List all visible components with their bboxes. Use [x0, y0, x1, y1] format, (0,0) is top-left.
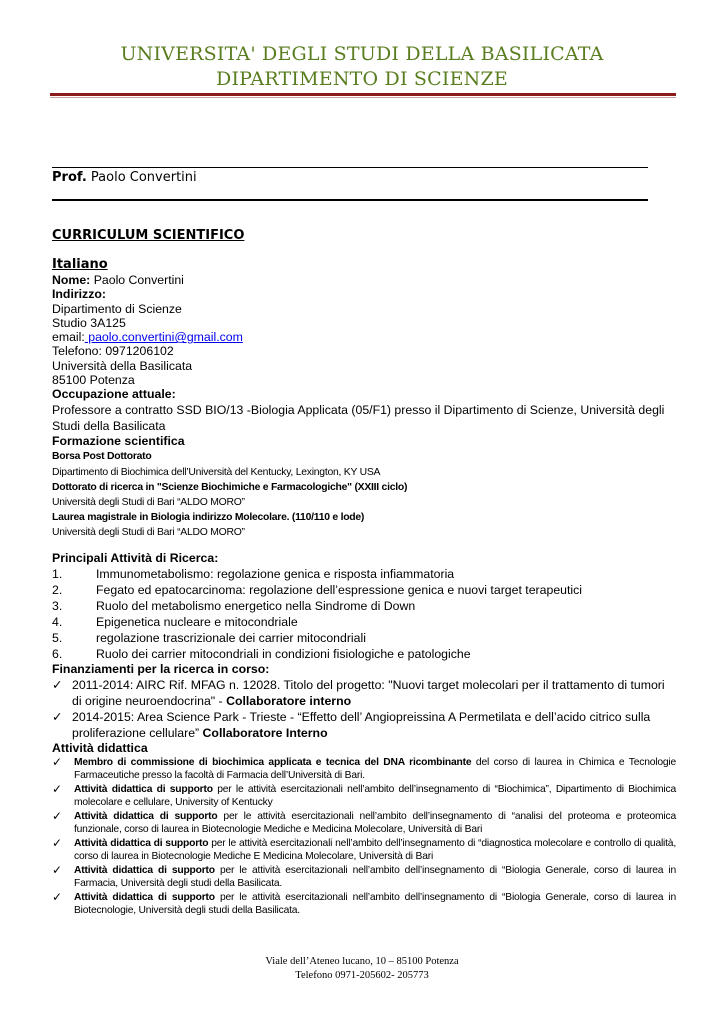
- separator-line-bottom: [52, 199, 648, 201]
- name-value: Paolo Convertini: [93, 273, 184, 287]
- education-title: Laurea magistrale in Biologia indirizzo Molecolare. (110/110 e lode): [52, 512, 365, 524]
- research-item: 5. regolazione trascrizionale dei carrier mitocondriali: [52, 630, 366, 645]
- funding-item: ✓ 2011-2014: AIRC Rif. MFAG n. 12028. Titolo del progetto: "Nuovi target molecolari per il trattamento di tumori di origine neuroendocrina" - Collaboratore interno: [52, 677, 665, 708]
- footer-phone: Telefono 0971-205602- 205773: [295, 970, 429, 981]
- check-icon: ✓: [52, 835, 62, 850]
- check-icon: ✓: [52, 754, 62, 769]
- research-item: 3. Ruolo del metabolismo energetico nella Sindrome di Down: [52, 598, 416, 613]
- address-line: Università della Basilicata: [52, 358, 193, 373]
- teaching-item: ✓ Attività didattica di supporto per le attività esercitazionali nell’ambito dell’insegnamento di “Biologia Generale, corso di laurea in Farmacia, Università degli studi della Basilicata.: [52, 862, 676, 890]
- education-title: Dottorato di ricerca in "Scienze Biochimiche e Farmacologiche" (XXIII ciclo): [52, 481, 408, 493]
- research-item: 6. Ruolo dei carrier mitocondriali in condizioni fisiologiche e patologiche: [52, 646, 471, 661]
- check-icon: ✓: [52, 677, 63, 692]
- teaching-item: ✓ Attività didattica di supporto per le attività esercitazionali nell’ambito dell’insegnamento di “analisi del proteoma e proteomica funzionale, corso di laurea in Biotecnologie Mediche e Medicina Molecolare, Università di Bari: [52, 808, 676, 836]
- footer-address: Viale dell’Ateneo lucano, 10 – 85100 Potenza: [265, 956, 459, 967]
- education-title: Borsa Post Dottorato: [52, 451, 152, 463]
- teaching-item: ✓ Membro di commissione di biochimica applicata e tecnica del DNA ricombinante del corso di laurea in Chimica e Tecnologie Farmaceutiche presso la facoltà di Farmacia dell’Università di Bari.: [52, 754, 676, 782]
- check-icon: ✓: [52, 889, 62, 904]
- name-row: [52, 273, 676, 287]
- check-icon: ✓: [52, 808, 62, 823]
- name-label: Nome:: [52, 273, 91, 287]
- cv-body: [52, 228, 676, 918]
- education-heading: Formazione scientifica: [52, 434, 185, 449]
- header-rule: [50, 93, 676, 96]
- funding-item: ✓ 2014-2015: Area Science Park - Trieste - “Effetto dell’ Angiopreissina A Permetilata e dell’acido citrico sulla proliferazione cellulare” Collaboratore Interno: [52, 709, 651, 740]
- teaching-item: ✓ Attività didattica di supporto per le attività esercitazionali nell’ambito dell’insegnamento di “diagnostica molecolare e controllo di qualità, corso di laurea in Biotecnologie Mediche E Medicina Molecolare, Università di Bari: [52, 835, 676, 863]
- research-list: [52, 566, 676, 662]
- department-name: DIPARTIMENTO DI SCIENZE: [216, 68, 508, 90]
- phone-row: Telefono: 0971206102: [52, 344, 174, 359]
- occupation-text: Professore a contratto SSD BIO/13 -Biologia Applicata (05/F1) presso il Dipartimento di Scienze, Università degli Studi della Basilicata: [52, 403, 665, 434]
- address-label: Indirizzo:: [52, 287, 106, 302]
- teaching-item: ✓ Attività didattica di supporto per le attività esercitazionali nell’ambito dell’insegnamento di “Biochimica”, Dipartimento di Biochimica molecolare e cellulare, University of Kentucky: [52, 781, 676, 809]
- check-icon: ✓: [52, 862, 62, 877]
- header-rule-shadow: [50, 97, 676, 98]
- research-item: 1. Immunometabolismo: regolazione genica e risposta infiammatoria: [52, 566, 455, 581]
- address-line: 85100 Potenza: [52, 373, 135, 388]
- occupation-heading: Occupazione attuale:: [52, 387, 176, 402]
- research-item: 4. Epigenetica nucleare e mitocondriale: [52, 614, 298, 629]
- prof-line: [52, 170, 197, 185]
- research-heading: Principali Attività di Ricerca:: [52, 550, 219, 565]
- funding-heading: Finanziamenti per la ricerca in corso:: [52, 661, 270, 676]
- email-link[interactable]: paolo.convertini@gmail.com: [84, 330, 243, 345]
- cv-title: CURRICULUM SCIENTIFICO: [52, 228, 245, 243]
- separator-line-top: [52, 167, 648, 168]
- prof-name: Paolo Convertini: [90, 170, 197, 185]
- education-detail: Dipartimento di Biochimica dell’Università del Kentucky, Lexington, KY USA: [52, 466, 381, 478]
- education-detail: Università degli Studi di Bari “ALDO MORO”: [52, 496, 245, 508]
- check-icon: ✓: [52, 781, 62, 796]
- address-line: Studio 3A125: [52, 315, 126, 330]
- language-heading: Italiano: [52, 257, 108, 272]
- teaching-heading: Attività didattica: [52, 740, 148, 755]
- prof-label: Prof.: [52, 170, 87, 185]
- research-item: 2. Fegato ed epatocarcinoma: regolazione dell’espressione genica e nuovi target terapeutici: [52, 582, 583, 597]
- university-name: UNIVERSITA' DEGLI STUDI DELLA BASILICATA: [120, 43, 604, 65]
- email-label: email:: [52, 330, 85, 345]
- email-row: [52, 330, 676, 344]
- address-line: Dipartimento di Scienze: [52, 301, 182, 316]
- teaching-item: ✓ Attività didattica di supporto per le attività esercitazionali nell’ambito dell’insegnamento di “Biologia Generale, corso di laurea in Biotecnologie, Università degli studi della Basilicata.: [52, 889, 676, 917]
- education-detail: Università degli Studi di Bari “ALDO MORO”: [52, 527, 245, 539]
- check-icon: ✓: [52, 709, 63, 724]
